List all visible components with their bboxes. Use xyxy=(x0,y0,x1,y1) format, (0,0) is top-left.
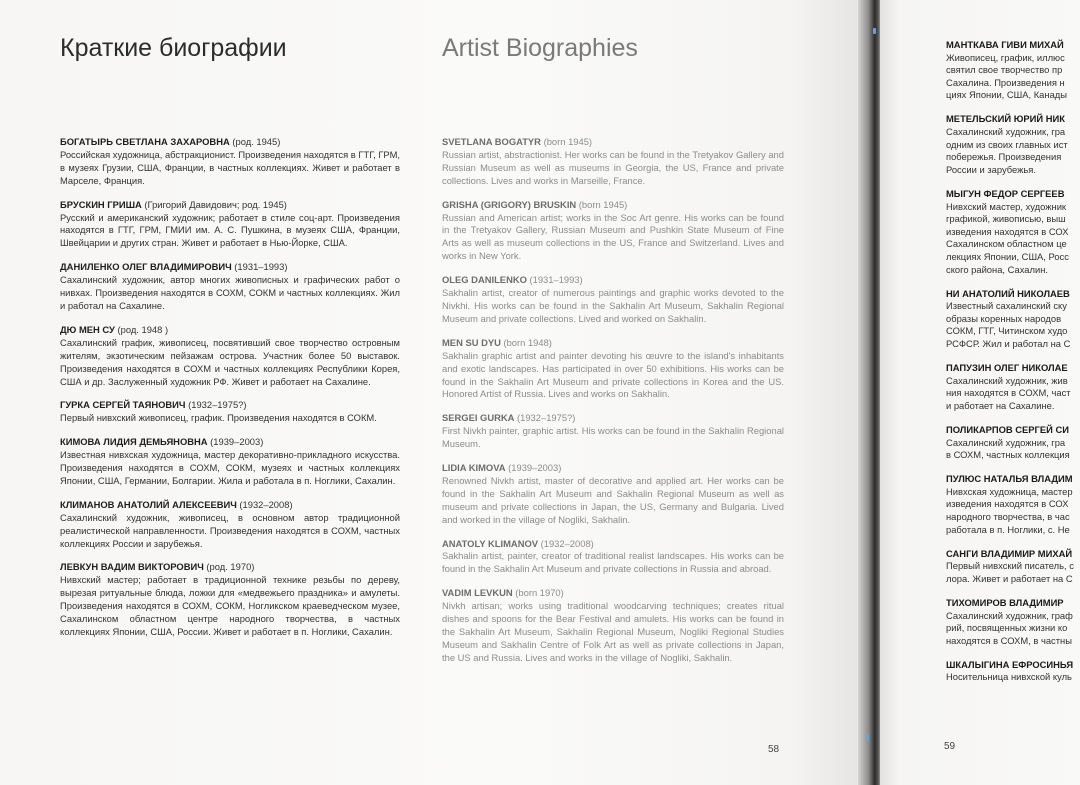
biography-text-line: лора. Живет и работает на С xyxy=(946,572,1073,584)
artist-name: ГУРКА СЕРГЕЙ ТАЯНОВИЧ xyxy=(60,399,186,411)
biography-entry xyxy=(442,136,784,188)
biography-text-line: Сахалинском областном це xyxy=(946,238,1067,250)
ink-speck xyxy=(866,734,869,742)
biography-heading xyxy=(442,136,784,149)
right-page-biographies-column xyxy=(946,39,1080,696)
artist-dates: (род. 1970) xyxy=(203,561,255,573)
biography-text-line: лекциях Японии, США, Росс xyxy=(946,250,1069,262)
artist-dates: (born 1948) xyxy=(500,336,552,348)
biography-text-line: работала в п. Ноглики, с. Не xyxy=(946,523,1070,535)
biography-entry xyxy=(946,424,1080,462)
biography-text: Renowned Nivkh artist, master of decorative and applied art. Her works can be found in the Sakhalin Art Museum and Sakhalin Regional Museum as well as museum and private collections in Japan, the US, Germany and Bulgaria. Lived and worked in the village of Nogliki, Sakhalin. xyxy=(442,474,784,525)
biography-text-line: Сахалинский художник, жив xyxy=(946,374,1068,386)
biography-heading xyxy=(946,597,1080,610)
biography-text-line: Известный сахалинский ску xyxy=(946,300,1067,312)
biography-entry xyxy=(442,274,784,326)
biography-text: Российская художница, абстракционист. Произведения находятся в ГТГ, ГРМ, в музеях Грузии, США, Франции, в частных коллекциях. Живет и работает в Марселе, Франция. xyxy=(60,148,400,186)
artist-dates: (born 1945) xyxy=(540,136,593,147)
biography-text-line: СОКМ, ГТГ, Читинском худо xyxy=(946,325,1068,337)
biography-heading xyxy=(60,199,400,212)
artist-name: LIDIA KIMOVA xyxy=(442,462,506,474)
artist-dates: (1932–1975?) xyxy=(185,399,247,411)
biography-heading xyxy=(946,473,1080,486)
biography-entry xyxy=(60,499,400,551)
biography-heading xyxy=(442,538,784,551)
biography-text-line: Сахалина. Произведения н xyxy=(946,76,1065,88)
artist-name: КИМОВА ЛИДИЯ ДЕМЬЯНОВНА xyxy=(60,436,208,448)
biography-text-line: графикой, живописью, выш xyxy=(946,213,1066,225)
biography-entry xyxy=(946,39,1080,102)
biography-entry xyxy=(946,113,1080,176)
biography-entry xyxy=(442,199,784,264)
biography-text: Сахалинский художник, автор многих живописных и графических работ о нивхах. Произведения находятся в СОХМ, СОКМ и частных коллекциях. Жил и работал на Сахалине. xyxy=(60,274,400,311)
book-gutter xyxy=(858,0,882,785)
biography-text-line: и работает на Сахалине. xyxy=(946,399,1055,411)
artist-name: ANATOLY KLIMANOV xyxy=(442,537,539,549)
biography-entry xyxy=(442,587,784,664)
biography-text-line: Сахалинский художник, гра xyxy=(946,436,1066,448)
artist-name: SVETLANA BOGATYR xyxy=(442,136,541,147)
biography-text: Известная нивхская художница, мастер декоративно-прикладного искусства. Произведения находятся в СОХМ, СОКМ, музеях и частных коллекциях Японии, США, Германии, Болгарии. Жила и работала в п. Ноглики, Сахалин. xyxy=(60,449,400,486)
biography-entry xyxy=(60,261,400,313)
artist-name: ПУЛЮС НАТАЛЬЯ ВЛАДИМ xyxy=(946,473,1073,485)
biography-text: Русский и американский художник; работает в стиле соц-арт. Произведения находятся в ГТГ, ГРМ, ГМИИ им. А. С. Пушкина, в музеях США, Франции, Швейцарии и других стран. Живет и работает в Нью-Йорке, США. xyxy=(60,211,400,249)
biography-heading xyxy=(60,499,400,512)
biography-text-line: образы коренных народов xyxy=(946,312,1062,324)
artist-name: ДАНИЛЕНКО ОЛЕГ ВЛАДИМИРОВИЧ xyxy=(60,261,232,273)
biography-entry xyxy=(442,412,784,451)
english-biographies-column xyxy=(442,136,784,676)
artist-name: КЛИМАНОВ АНАТОЛИЙ АЛЕКСЕЕВИЧ xyxy=(60,498,237,510)
biography-entry xyxy=(60,324,400,389)
biography-text-line: изведения находятся в СОХ xyxy=(946,498,1069,510)
biography-heading xyxy=(946,188,1080,201)
biography-heading xyxy=(946,39,1080,52)
biography-entry xyxy=(60,436,400,488)
biography-text-line: рий, посвященных жизни ко xyxy=(946,622,1068,634)
biography-heading xyxy=(442,199,784,212)
biography-entry xyxy=(60,399,400,425)
artist-name: VADIM LEVKUN xyxy=(442,587,513,599)
heading-english: Artist Biographies xyxy=(442,34,638,62)
biography-heading xyxy=(946,659,1080,672)
biography-text-line: народного творчества, в час xyxy=(946,511,1070,522)
biography-text: Nivkh artisan; works using traditional woodcarving techniques; creates ritual dishes and spoons for the Bear Festival and amulets. His works can be found in the Sakhalin Art Museum, Sakhalin Regional Museum, Nogliki Regional Studies Museum and Sakhalin Centre of Folk Art as well as private collections in Japan, the US and Russia. Lives and works in the village of Nogliki, Sakhalin. xyxy=(442,600,784,663)
artist-name: МЕТЕЛЬСКИЙ ЮРИЙ НИК xyxy=(946,113,1065,125)
biography-heading xyxy=(946,362,1080,375)
artist-dates: (1932–2008) xyxy=(538,537,594,549)
biography-heading xyxy=(60,261,400,274)
biography-entry xyxy=(442,462,784,527)
biography-text: Первый нивхский живописец, график. Произведения находятся в СОКМ. xyxy=(60,412,377,424)
biography-text-line: святил свое творчество пр xyxy=(946,64,1063,76)
biography-text-line: в СОХМ, частных коллекция xyxy=(946,449,1070,461)
artist-dates: (Григорий Давидович; род. 1945) xyxy=(141,198,287,210)
artist-name: ЛЕВКУН ВАДИМ ВИКТОРОВИЧ xyxy=(60,561,204,573)
biography-text-line: Первый нивхский писатель, с xyxy=(946,560,1074,572)
biography-text: Нивхский мастер; работает в традиционной технике резьбы по дереву, вырезая ритуальные блюда, ложки для «медвежьего праздника» и амулеты. Произведения находятся в СОХМ, СОКМ, Ногликском краеведческом музее, Сахалинском областном центре народного творчества, в частных коллекциях Японии, США, России. Живет и работает в п. Ноглики, Сахалин. xyxy=(60,574,400,637)
biography-text: Сахалинский художник, живописец, в основном автор традиционной реалистической направленности. Произведения находятся в СОХМ, частных коллекциях России и зарубежья. xyxy=(60,511,400,549)
artist-dates: (born 1945) xyxy=(576,198,628,210)
biography-text: Russian artist, abstractionist. Her works can be found in the Tretyakov Gallery and Russian Museum as well as museums in Georgia, the US, France and private collections. Lives and works in Marseille, France. xyxy=(442,148,784,186)
biography-text: Russian and American artist; works in the Soc Art genre. His works can be found in the Tretyakov Gallery, Russian Museum and Pushkin State Museum of Fine Arts as well as museum collections in the US, France and Switzerland. Lives and works in New York. xyxy=(442,211,784,262)
biography-entry xyxy=(946,659,1080,684)
biography-text-line: ния находятся в СОХМ, част xyxy=(946,387,1071,399)
artist-name: БРУСКИН ГРИША xyxy=(60,198,142,210)
biography-text-line: Живописец, график, иллюс xyxy=(946,51,1065,63)
biography-text-line: РСФСР. Жил и работал на С xyxy=(946,337,1071,349)
artist-dates: (род. 1948 ) xyxy=(114,323,169,335)
biography-text: Sakhalin graphic artist and painter devoting his œuvre to the island's inhabitants and exotic landscapes. Has participated in over 50 exhibitions. His works can be found in the Sakhalin Art Museum and private collections in Korea and the US. Honored Artist of Russia. Lives and works on Sakhalin. xyxy=(442,349,784,400)
biography-entry xyxy=(946,288,1080,351)
artist-name: OLEG DANILENKO xyxy=(442,274,527,286)
biography-heading xyxy=(442,587,784,600)
biography-entry xyxy=(946,597,1080,647)
biography-entry xyxy=(946,548,1080,586)
biography-heading xyxy=(442,337,784,350)
biography-heading xyxy=(946,288,1080,301)
page-number-right: 59 xyxy=(944,741,956,752)
artist-name: ДЮ МЕН СУ xyxy=(60,323,115,335)
ink-speck xyxy=(873,28,876,34)
artist-dates: (1939–2003) xyxy=(505,462,562,474)
biography-text-line: ского района, Сахалин. xyxy=(946,263,1048,275)
biography-heading xyxy=(442,412,784,425)
artist-dates: (1932–2008) xyxy=(236,498,293,510)
biography-heading xyxy=(60,436,400,449)
biography-entry xyxy=(60,136,400,188)
biography-text-line: одним из своих главных ист xyxy=(946,138,1068,150)
biography-text-line: изведения находятся в СОХ xyxy=(946,225,1069,237)
biography-text-line: побережья. Произведения xyxy=(946,151,1062,163)
artist-name: НИ АНАТОЛИЙ НИКОЛАЕВ xyxy=(946,287,1070,299)
biography-text-line: Сахалинский художник, гра xyxy=(946,126,1066,138)
page-number-left: 58 xyxy=(768,744,780,755)
biography-text-line: циях Японии, США, Канады xyxy=(946,89,1067,101)
russian-biographies-column xyxy=(60,136,400,650)
biography-entry xyxy=(946,362,1080,412)
heading-russian: Краткие биографии xyxy=(60,34,287,62)
biography-text-line: Нивхская художница, мастер xyxy=(946,485,1073,497)
biography-heading xyxy=(442,462,784,475)
biography-heading xyxy=(946,424,1080,437)
biography-text-line: России и зарубежья. xyxy=(946,163,1036,175)
biography-heading xyxy=(946,113,1080,126)
biography-entry xyxy=(442,538,784,577)
biography-heading xyxy=(442,274,784,287)
artist-name: БОГАТЫРЬ СВЕТЛАНА ЗАХАРОВНА xyxy=(60,136,230,147)
artist-dates: (род. 1945) xyxy=(229,136,281,147)
biography-entry xyxy=(60,199,400,251)
artist-name: МЫГУН ФЕДОР СЕРГЕЕВ xyxy=(946,187,1065,199)
biography-text: Sakhalin artist, creator of numerous paintings and graphic works devoted to the Nivkhi. His works can be found in the Sakhalin Art Museum, Sakhalin Regional Museum and private collections. Lived and worked on Sakhalin. xyxy=(442,287,784,324)
biography-text-line: Носительница нивхской куль xyxy=(946,671,1072,683)
artist-name: GRISHA (GRIGORY) BRUSKIN xyxy=(442,198,577,210)
biography-entry xyxy=(946,473,1080,536)
biography-text-line: Нивхский мастер, художник xyxy=(946,200,1067,212)
biography-heading xyxy=(60,561,400,574)
biography-heading xyxy=(946,548,1080,561)
biography-text: First Nivkh painter, graphic artist. His works can be found in the Sakhalin Regional Museum. xyxy=(442,425,784,450)
biography-entry xyxy=(946,188,1080,276)
biography-heading xyxy=(60,136,400,149)
biography-text: Sakhalin artist, painter, creator of traditional realist landscapes. His works can be found in the Sakhalin Art Museum and private collections in Russia and abroad. xyxy=(442,550,784,575)
artist-dates: (1932–1975?) xyxy=(514,412,576,424)
artist-name: САНГИ ВЛАДИМИР МИХАЙ xyxy=(946,547,1073,559)
artist-dates: (1939–2003) xyxy=(207,436,264,448)
artist-name: ШКАЛЫГИНА ЕФРОСИНЬЯ xyxy=(946,658,1074,670)
biography-text-line: Сахалинский художник, граф xyxy=(946,609,1073,621)
biography-heading xyxy=(60,399,400,412)
biography-entry xyxy=(442,337,784,402)
biography-entry xyxy=(60,561,400,638)
artist-dates: (born 1970) xyxy=(512,587,564,599)
artist-name: ТИХОМИРОВ ВЛАДИМИР xyxy=(946,596,1064,608)
artist-name: SERGEI GURKA xyxy=(442,412,515,424)
artist-dates: (1931–1993) xyxy=(231,261,288,273)
biography-text-line: находятся в СОХМ, в частны xyxy=(946,634,1072,646)
artist-name: MEN SU DYU xyxy=(442,336,501,348)
artist-name: ПАПУЗИН ОЛЕГ НИКОЛАЕ xyxy=(946,362,1068,374)
artist-name: МАНТКАВА ГИВИ МИХАЙ xyxy=(946,39,1064,50)
biography-text: Сахалинский график, живописец, посвятивший свое творчество островным жителям, экзотическим пейзажам острова. Участник более 50 выставок. Произведения находятся в СОХМ и частных коллекциях Республики Корея, США и др. Заслуженный художник РФ. Живет и работает на Сахалине. xyxy=(60,336,400,387)
artist-dates: (1931–1993) xyxy=(526,274,583,286)
artist-name: ПОЛИКАРПОВ СЕРГЕЙ СИ xyxy=(946,423,1069,435)
biography-heading xyxy=(60,324,400,337)
